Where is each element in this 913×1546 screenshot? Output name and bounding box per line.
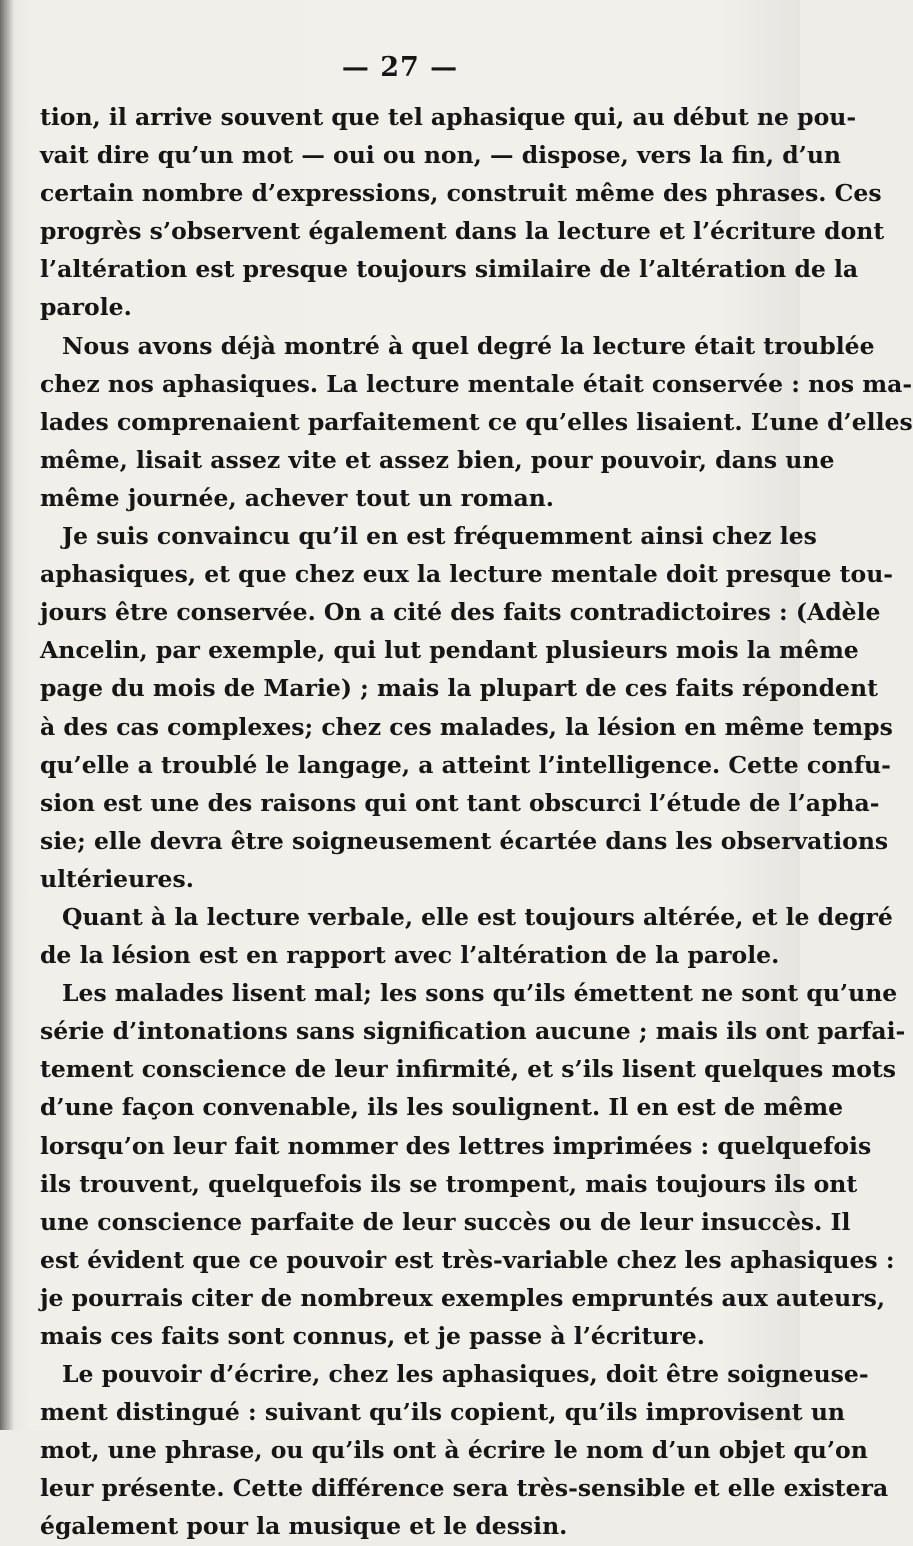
text-line: progrès s’observent également dans la lecture et l’écriture dont — [40, 217, 885, 246]
text-line: lades comprenaient parfaitement ce qu’elles lisaient. L’une d’elles — [40, 407, 913, 436]
text-line: mais ces faits sont connus, et je passe à l’écriture. — [40, 1322, 705, 1350]
text-line: Nous avons déjà montré à quel degré la lecture était troublée — [62, 331, 875, 360]
text-line: page du mois de Marie) ; mais la plupart de ces faits répondent — [40, 674, 878, 703]
text-line: jours être conservée. On a cité des faits contradictoires : (Adèle — [40, 598, 881, 627]
text-line: Je suis convaincu qu’il en est fréquemment ainsi chez les — [62, 522, 817, 551]
text-line: série d’intonations sans signification aucune ; mais ils ont parfai- — [40, 1017, 906, 1046]
text-line: sie; elle devra être soigneusement écartée dans les observations — [40, 826, 889, 855]
text-line: est évident que ce pouvoir est très-variable chez les aphasiques : — [40, 1245, 895, 1274]
text-line: Le pouvoir d’écrire, chez les aphasiques, doit être soigneuse- — [62, 1360, 869, 1389]
text-line: Les malades lisent mal; les sons qu’ils émettent ne sont qu’une — [62, 979, 898, 1008]
text-line: parole. — [40, 293, 132, 322]
text-line: qu’elle a troublé le langage, a atteint l’intelligence. Cette confu- — [40, 750, 891, 779]
text-line: je pourrais citer de nombreux exemples empruntés aux auteurs, — [40, 1283, 886, 1312]
text-line: à des cas complexes; chez ces malades, la lésion en même temps — [40, 712, 893, 741]
text-line: l’altération est presque toujours similaire de l’altération de la — [40, 255, 859, 284]
text-line: également pour la musique et le dessin. — [40, 1512, 568, 1541]
text-line: une conscience parfaite de leur succès ou de leur insuccès. Il — [40, 1207, 851, 1236]
text-line: aphasiques, et que chez eux la lecture mentale doit presque tou- — [40, 560, 894, 589]
text-line: Ancelin, par exemple, qui lut pendant plusieurs mois la même — [40, 636, 859, 665]
text-line: sion est une des raisons qui ont tant obscurci l’étude de l’apha- — [40, 788, 880, 817]
text-line: ultérieures. — [40, 864, 194, 893]
page-gutter-shadow — [0, 0, 14, 1430]
text-line: chez nos aphasiques. La lecture mentale était conservée : nos ma- — [40, 369, 913, 398]
text-line: de la lésion est en rapport avec l’altération de la parole. — [40, 941, 780, 970]
text-line: Quant à la lecture verbale, elle est toujours altérée, et le degré — [62, 902, 893, 931]
text-line: tion, il arrive souvent que tel aphasique qui, au début ne pou- — [40, 103, 857, 131]
text-line: tement conscience de leur infirmité, et s’ils lisent quelques mots — [40, 1055, 897, 1084]
text-line: mot, une phrase, ou qu’ils ont à écrire le nom d’un objet qu’on — [40, 1436, 868, 1465]
body-text — [40, 98, 913, 1546]
text-line: ment distingué : suivant qu’ils copient, qu’ils improvisent un — [40, 1398, 846, 1427]
text-line: même, lisait assez vite et assez bien, pour pouvoir, dans une — [40, 445, 835, 474]
text-line: ils trouvent, quelquefois ils se trompent, mais toujours ils ont — [40, 1169, 858, 1198]
text-line: même journée, achever tout un roman. — [40, 483, 554, 512]
text-line: vait dire qu’un mot — oui ou non, — dispose, vers la fin, d’un — [40, 141, 842, 170]
page-number: — 27 — — [341, 52, 459, 83]
text-line: lorsqu’on leur fait nommer des lettres imprimées : quelquefois — [40, 1131, 872, 1160]
text-line: d’une façon convenable, ils les soulignent. Il en est de même — [40, 1093, 844, 1122]
text-line: leur présente. Cette différence sera très-sensible et elle existera — [40, 1474, 889, 1503]
text-line: certain nombre d’expressions, construit même des phrases. Ces — [40, 179, 882, 208]
